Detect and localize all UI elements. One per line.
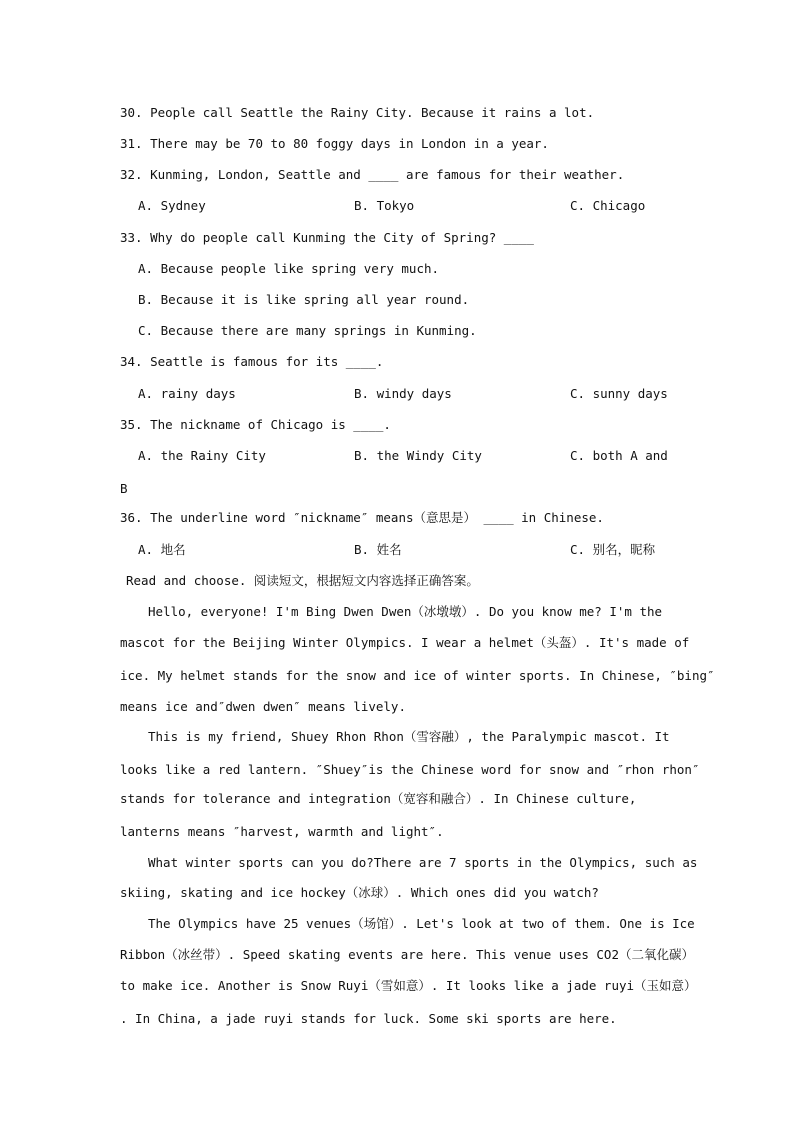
passage-p1-line-4: means ice and″dwen dwen″ means lively. (120, 699, 406, 714)
passage-p1-line-1: Hello, everyone! I'm Bing Dwen Dwen（冰墩墩）. Do you know me? I'm the (148, 604, 663, 619)
question-32-option-a: A. Sydney (138, 198, 206, 213)
question-35-option-c: C. both A and (570, 448, 668, 463)
passage-p1-line-3: ice. My helmet stands for the snow and ice of winter sports. In Chinese, ″bing″ (120, 668, 715, 683)
question-36-option-c: C. 别名，昵称 (570, 542, 656, 557)
passage-p4-line-1: The Olympics have 25 venues（场馆）. Let's look at two of them. One is Ice (148, 916, 695, 931)
question-32-option-c: C. Chicago (570, 198, 646, 213)
passage-p2-line-3: stands for tolerance and integration（宽容和融合）. In Chinese culture, (120, 791, 637, 806)
statement-31: 31. There may be 70 to 80 foggy days in London in a year. (120, 136, 549, 151)
question-33-option-c: C. Because there are many springs in Kunming. (138, 323, 477, 338)
passage-p2-line-2: looks like a red lantern. ″Shuey″is the Chinese word for snow and ″rhon rhon″ (120, 762, 700, 777)
question-34-option-b: B. windy days (354, 386, 452, 401)
question-32-stem: 32. Kunming, London, Seattle and ____ are famous for their weather. (120, 167, 625, 182)
question-34-option-c: C. sunny days (570, 386, 668, 401)
statement-30: 30. People call Seattle the Rainy City. Because it rains a lot. (120, 105, 595, 120)
passage-p3-line-2: skiing, skating and ice hockey（冰球）. Which ones did you watch? (120, 885, 599, 900)
question-36-option-b: B. 姓名 (354, 542, 402, 557)
question-34-option-a: A. rainy days (138, 386, 236, 401)
reading-instruction: Read and choose. 阅读短文，根据短文内容选择正确答案。 (126, 573, 479, 588)
question-33-option-b: B. Because it is like spring all year round. (138, 292, 470, 307)
passage-p3-line-1: What winter sports can you do?There are 7 sports in the Olympics, such as (148, 855, 698, 870)
question-36-stem: 36. The underline word ″nickname″ means（意思是） ____ in Chinese. (120, 510, 604, 525)
passage-p4-line-2: Ribbon（冰丝带）. Speed skating events are here. This venue uses CO2（二氧化碳） (120, 947, 694, 962)
passage-p2-line-1: This is my friend, Shuey Rhon Rhon（雪容融）, the Paralympic mascot. It (148, 729, 670, 744)
question-32-option-b: B. Tokyo (354, 198, 415, 213)
question-35-option-c-wrap: B (120, 481, 128, 496)
question-35-option-b: B. the Windy City (354, 448, 482, 463)
passage-p1-line-2: mascot for the Beijing Winter Olympics. I wear a helmet（头盔）. It's made of (120, 635, 690, 650)
question-33-stem: 33. Why do people call Kunming the City of Spring? ____ (120, 230, 534, 245)
question-35-option-a: A. the Rainy City (138, 448, 266, 463)
question-35-stem: 35. The nickname of Chicago is ____. (120, 417, 391, 432)
passage-p4-line-3: to make ice. Another is Snow Ruyi（雪如意）. It looks like a jade ruyi（玉如意） (120, 978, 697, 993)
question-34-stem: 34. Seattle is famous for its ____. (120, 354, 384, 369)
passage-p4-line-4: . In China, a jade ruyi stands for luck. Some ski sports are here. (120, 1011, 617, 1026)
passage-p2-line-4: lanterns means ″harvest, warmth and light″. (120, 824, 444, 839)
question-33-option-a: A. Because people like spring very much. (138, 261, 440, 276)
question-36-option-a: A. 地名 (138, 542, 186, 557)
